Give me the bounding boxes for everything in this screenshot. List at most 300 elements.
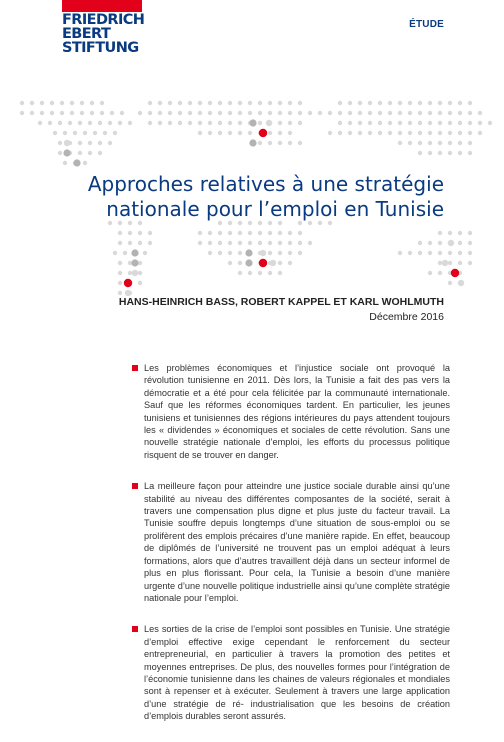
map-dot: [448, 111, 452, 115]
map-dot: [120, 111, 124, 115]
map-dot: [148, 101, 152, 105]
map-dot: [88, 141, 92, 145]
map-dot: [168, 111, 172, 115]
map-dot: [148, 121, 152, 125]
map-dot: [198, 131, 202, 135]
map-dot: [298, 121, 302, 125]
map-dot: [123, 251, 127, 255]
map-dot: [100, 101, 104, 105]
map-dot: [98, 151, 102, 155]
map-dot: [138, 271, 142, 275]
map-dot: [278, 141, 282, 145]
map-dot: [249, 139, 256, 146]
map-dot: [218, 251, 222, 255]
map-dot: [208, 101, 212, 105]
map-dot: [198, 231, 202, 235]
map-dot: [458, 101, 462, 105]
map-dot: [20, 101, 24, 105]
map-dot: [118, 241, 122, 245]
map-dot: [458, 141, 462, 145]
map-dot: [288, 231, 292, 235]
map-dot: [468, 151, 472, 155]
map-dot: [245, 259, 252, 266]
map-dot: [418, 131, 422, 135]
map-dot: [78, 141, 82, 145]
map-dot: [458, 241, 462, 245]
title-line-2: nationale pour l’emploi en Tunisie: [106, 197, 444, 221]
map-dot: [80, 111, 84, 115]
map-dot: [268, 251, 272, 255]
map-dot: [48, 121, 52, 125]
map-dot: [328, 131, 332, 135]
map-dot: [328, 111, 332, 115]
map-dot: [268, 131, 272, 135]
map-dot: [38, 121, 42, 125]
map-dot: [138, 111, 142, 115]
map-dot: [103, 131, 107, 135]
map-dot: [266, 120, 272, 126]
logo-line-3: STIFTUNG: [62, 40, 139, 56]
summary-bullet: [132, 623, 450, 722]
map-dot: [308, 111, 312, 115]
map-dot: [228, 101, 232, 105]
map-dot: [218, 241, 222, 245]
map-dot: [110, 111, 114, 115]
map-dot: [338, 121, 342, 125]
map-dot: [168, 121, 172, 125]
map-dot: [298, 251, 302, 255]
logo-line-1: FRIEDRICH: [62, 12, 145, 28]
map-dot: [308, 241, 312, 245]
map-dot: [278, 111, 282, 115]
map-dot: [228, 241, 232, 245]
map-dot: [198, 241, 202, 245]
map-dot: [408, 251, 412, 255]
map-dot: [238, 111, 242, 115]
map-dot: [118, 121, 122, 125]
map-dot: [288, 141, 292, 145]
map-dot: [438, 111, 442, 115]
map-dot: [100, 111, 104, 115]
bullet-text: La meilleure façon pour atteindre une justice sociale durable ainsi qu’une stabilité au niveau des différentes composantes de la société, serait à travers une compensation plus digne et plus juste du facteur travail. La Tunisie souffre depuis longtemps d’une situation de sous-emploi ou se prolifèrent des emplois précaires d’une manière rapide. En effet, beaucoup de diplômés de l’université ne trouvent pas un emploi adéquat à leurs formations, alors que d’autres travaillent déjà dans un secteur informel de plus en plus florissant. Pour cela, la Tunisie a besoin d’une manière urgente d’une nouvelle politique industrielle ainsi qu’une complète stratégie nationale pour l’emploi.: [144, 481, 450, 603]
map-dot: [278, 131, 282, 135]
map-dot: [458, 131, 462, 135]
map-dot: [438, 271, 442, 275]
map-dot: [368, 111, 372, 115]
map-dot: [238, 261, 242, 265]
map-dot: [448, 151, 452, 155]
map-dot: [53, 131, 57, 135]
map-dot: [258, 101, 262, 105]
map-dot: [438, 151, 442, 155]
map-dot: [58, 121, 62, 125]
map-dot: [132, 270, 138, 276]
map-dot: [458, 231, 462, 235]
map-dot: [238, 241, 242, 245]
map-dot: [218, 131, 222, 135]
map-dot: [131, 259, 138, 266]
map-dot: [468, 141, 472, 145]
map-dot: [428, 131, 432, 135]
map-dot: [168, 101, 172, 105]
map-dot: [208, 131, 212, 135]
map-dot: [438, 241, 442, 245]
map-dot: [398, 131, 402, 135]
map-dot: [20, 111, 24, 115]
map-dot: [248, 241, 252, 245]
map-dot: [418, 241, 422, 245]
map-dot: [468, 251, 472, 255]
map-dot: [268, 271, 272, 275]
map-dot: [58, 141, 62, 145]
map-dot: [258, 241, 262, 245]
map-dot: [268, 241, 272, 245]
map-dot: [288, 131, 292, 135]
map-dot: [148, 111, 152, 115]
map-dot: [348, 131, 352, 135]
map-dot: [228, 251, 232, 255]
map-dot: [131, 249, 138, 256]
summary-bullets: [132, 362, 450, 742]
map-dot: [208, 241, 212, 245]
map-dot: [60, 101, 64, 105]
map-dot: [448, 121, 452, 125]
summary-bullet: [132, 362, 450, 461]
map-dot: [128, 231, 132, 235]
map-dot: [428, 101, 432, 105]
map-dot: [245, 249, 252, 256]
map-dot: [70, 101, 74, 105]
map-dot: [50, 101, 54, 105]
map-dot: [468, 121, 472, 125]
map-dot: [428, 111, 432, 115]
map-dot: [468, 231, 472, 235]
map-dot: [178, 101, 182, 105]
map-dot: [298, 231, 302, 235]
map-dot: [318, 111, 322, 115]
map-dot: [278, 121, 282, 125]
map-dot: [158, 101, 162, 105]
map-dot: [368, 101, 372, 105]
map-dot: [90, 111, 94, 115]
map-dot: [408, 101, 412, 105]
map-dot: [138, 281, 142, 285]
map-dot: [388, 121, 392, 125]
map-dot: [468, 261, 472, 265]
map-dot: [438, 121, 442, 125]
map-dot: [258, 111, 262, 115]
map-dot: [398, 141, 402, 145]
map-dot: [288, 251, 292, 255]
map-dot: [288, 241, 292, 245]
map-dot: [398, 251, 402, 255]
map-dot: [448, 251, 452, 255]
map-dot: [248, 111, 252, 115]
map-dot: [278, 261, 282, 265]
map-dot: [278, 231, 282, 235]
map-dot: [113, 251, 117, 255]
map-dot: [70, 111, 74, 115]
map-dot: [298, 111, 302, 115]
map-dot: [108, 141, 112, 145]
map-dot: [408, 111, 412, 115]
logo-line-2: EBERT: [62, 26, 111, 42]
map-dot: [258, 231, 262, 235]
map-dot: [438, 261, 442, 265]
map-dot: [378, 131, 382, 135]
map-dot: [348, 101, 352, 105]
map-dot: [260, 250, 266, 256]
map-dot: [198, 101, 202, 105]
map-dot: [388, 111, 392, 115]
map-dot: [398, 121, 402, 125]
map-dot: [248, 101, 252, 105]
map-dot: [138, 241, 142, 245]
map-dot: [218, 111, 222, 115]
map-dot: [218, 101, 222, 105]
map-dot: [208, 111, 212, 115]
map-dot: [158, 121, 162, 125]
map-dot: [93, 131, 97, 135]
map-dot: [368, 131, 372, 135]
map-dot: [438, 101, 442, 105]
map-dot: [258, 141, 262, 145]
map-dot: [458, 111, 462, 115]
map-dot: [83, 131, 87, 135]
map-dot: [358, 101, 362, 105]
map-dot: [468, 111, 472, 115]
map-dot: [268, 101, 272, 105]
map-dot: [468, 241, 472, 245]
map-dot: [488, 121, 492, 125]
map-dot: [258, 121, 262, 125]
map-dot: [238, 231, 242, 235]
map-dot: [408, 141, 412, 145]
map-dot: [113, 131, 117, 135]
map-dot: [143, 251, 147, 255]
map-dot: [358, 131, 362, 135]
map-dot: [288, 111, 292, 115]
map-dot: [418, 141, 422, 145]
map-dot: [98, 141, 102, 145]
map-dot: [408, 131, 412, 135]
map-dot: [348, 121, 352, 125]
map-dot: [338, 111, 342, 115]
map-dot: [50, 111, 54, 115]
red-square-bullet-icon: [132, 626, 138, 632]
map-dot: [128, 241, 132, 245]
map-dot: [398, 101, 402, 105]
map-dot: [188, 121, 192, 125]
map-dot: [298, 101, 302, 105]
map-dot: [218, 231, 222, 235]
map-dot: [218, 121, 222, 125]
map-dot: [148, 241, 152, 245]
map-dot: [478, 111, 482, 115]
map-dot: [238, 271, 242, 275]
map-dot: [448, 141, 452, 145]
map-dot: [228, 131, 232, 135]
map-dot: [198, 111, 202, 115]
map-dot: [458, 251, 462, 255]
map-dot: [458, 121, 462, 125]
map-dot: [428, 151, 432, 155]
map-dot: [428, 121, 432, 125]
map-dot: [73, 159, 80, 166]
map-dot: [458, 280, 464, 286]
map-dot: [228, 121, 232, 125]
map-dot: [64, 140, 70, 146]
map-dot: [228, 261, 232, 265]
map-dot-highlight: [259, 129, 267, 137]
map-dot: [128, 271, 132, 275]
map-dot: [258, 271, 262, 275]
map-dot: [188, 111, 192, 115]
dot-world-map: [0, 0, 504, 320]
map-dot: [278, 251, 282, 255]
map-dot: [78, 121, 82, 125]
map-dot: [98, 121, 102, 125]
map-dot: [118, 261, 122, 265]
map-dot: [418, 101, 422, 105]
map-dot-highlight: [124, 279, 132, 287]
map-dot: [88, 121, 92, 125]
title-line-1: Approches relatives à une stratégie: [87, 172, 444, 196]
map-dot: [30, 101, 34, 105]
map-dot: [238, 131, 242, 135]
map-dot: [83, 161, 87, 165]
map-dot: [178, 121, 182, 125]
map-dot: [248, 271, 252, 275]
bullet-text: Les sorties de la crise de l’emploi sont possibles en Tunisie. Une stratégie d’emploi effective exige cependant le renforcement du secteur entrepreneurial, en particulier à travers la promotion des petites et moyennes entreprises. De plus, des nouvelles formes pour l’intégration de l’économie tunisienne dans les chaines de valeurs régionales et mondiales sont à repenser et à exécuter. Seulement à travers une large application d’une stratégie de ré- industrialisation que les besoins de création d’emplois durables seront assurés.: [144, 624, 450, 722]
map-dot: [428, 271, 432, 275]
map-dot: [268, 231, 272, 235]
red-square-bullet-icon: [132, 365, 138, 371]
map-dot: [58, 151, 62, 155]
map-dot: [418, 251, 422, 255]
map-dot: [158, 111, 162, 115]
map-dot: [88, 151, 92, 155]
bullet-text: Les problèmes économiques et l’injustice sociale ont provoqué la révolution tunisienne en 2011. Dès lors, la Tunisie a fait des pas vers la démocratie et a été pour cela félicitée par la communauté internationale. Sauf que les réformes économiques tardent. En particulier, les jeunes tunisiens et tunisiennes des régions intérieures du pays attendent toujours les « dividendes » économiques et sociales de cette révolution. Sans une nouvelle stratégie nationale d’emploi, les efforts du processus politique risquent de se trouver en danger.: [144, 363, 450, 460]
map-dot: [73, 131, 77, 135]
document-type-label: ÉTUDE: [409, 19, 444, 30]
map-dot: [228, 231, 232, 235]
map-dot: [418, 121, 422, 125]
map-dot: [478, 121, 482, 125]
map-dot: [438, 251, 442, 255]
map-dot: [438, 231, 442, 235]
map-dot: [128, 121, 132, 125]
map-dot: [63, 149, 70, 156]
map-dot: [268, 141, 272, 145]
map-dot: [358, 111, 362, 115]
map-dot: [458, 151, 462, 155]
map-dot: [378, 111, 382, 115]
map-dot: [368, 121, 372, 125]
map-dot: [208, 231, 212, 235]
map-dot: [418, 151, 422, 155]
map-dot: [90, 101, 94, 105]
map-dot: [438, 131, 442, 135]
map-dot: [448, 101, 452, 105]
map-dot: [118, 281, 122, 285]
map-dot-highlight: [451, 269, 459, 277]
page-title: [64, 172, 444, 222]
map-dot-highlight: [259, 259, 267, 267]
red-square-bullet-icon: [132, 483, 138, 489]
map-dot: [178, 111, 182, 115]
map-dot: [288, 121, 292, 125]
map-dot: [468, 101, 472, 105]
map-dot: [40, 101, 44, 105]
map-dot: [148, 231, 152, 235]
map-dot: [418, 111, 422, 115]
map-dot: [63, 131, 67, 135]
map-dot: [428, 241, 432, 245]
map-dot: [398, 111, 402, 115]
map-dot: [108, 121, 112, 125]
map-dot: [388, 101, 392, 105]
map-dot: [138, 231, 142, 235]
map-dot: [188, 101, 192, 105]
map-dot: [238, 121, 242, 125]
map-dot: [40, 111, 44, 115]
map-dot: [298, 141, 302, 145]
map-dot: [388, 131, 392, 135]
map-dot: [298, 241, 302, 245]
map-dot: [198, 121, 202, 125]
map-dot: [288, 261, 292, 265]
map-dot: [458, 261, 462, 265]
map-dot: [378, 101, 382, 105]
map-dot: [448, 240, 454, 246]
map-dot: [288, 101, 292, 105]
map-dot: [338, 101, 342, 105]
map-dot: [118, 231, 122, 235]
map-dot: [378, 121, 382, 125]
map-dot: [358, 121, 362, 125]
authors: HANS-HEINRICH BASS, ROBERT KAPPEL ET KARL WOHLMUTH: [118, 296, 444, 308]
map-dot: [228, 111, 232, 115]
summary-bullet: [132, 480, 450, 604]
map-dot: [448, 261, 452, 265]
map-dot: [448, 281, 452, 285]
map-dot: [468, 131, 472, 135]
map-dot: [78, 151, 82, 155]
map-dot: [118, 291, 122, 295]
map-dot: [478, 131, 482, 135]
map-dot: [348, 111, 352, 115]
map-dot: [408, 121, 412, 125]
map-dot: [63, 161, 67, 165]
map-dot: [442, 260, 448, 266]
map-dot: [68, 121, 72, 125]
map-dot: [338, 131, 342, 135]
map-dot: [30, 111, 34, 115]
map-dot: [238, 251, 242, 255]
map-dot: [248, 231, 252, 235]
map-dot: [278, 101, 282, 105]
map-dot: [278, 241, 282, 245]
map-dot: [208, 251, 212, 255]
map-dot: [80, 101, 84, 105]
map-dot: [448, 131, 452, 135]
map-dot: [118, 271, 122, 275]
map-dot: [428, 251, 432, 255]
map-dot: [249, 119, 256, 126]
map-dot: [278, 271, 282, 275]
map-dot: [208, 121, 212, 125]
